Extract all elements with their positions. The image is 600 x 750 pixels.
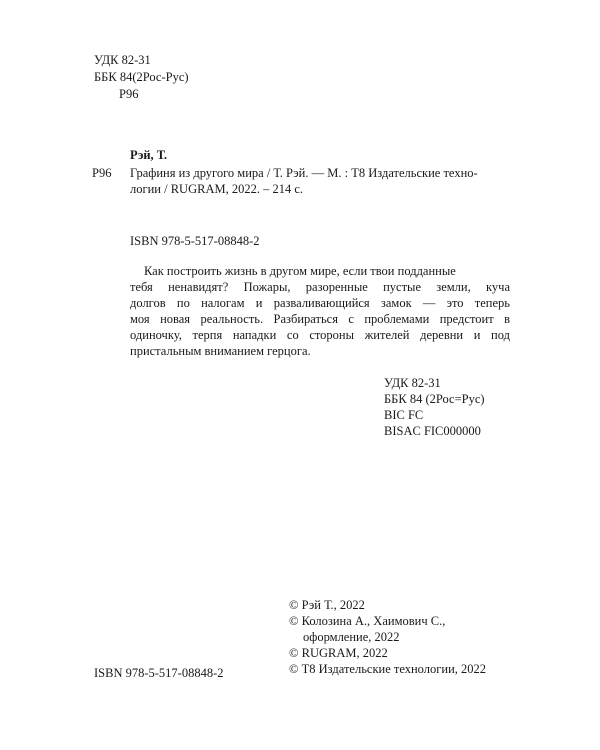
annotation-line: одиночку, терпя нападки со стороны жителей деревни и под [130,328,510,342]
copyright-line: © Колозина А., Хаимович С., [289,614,446,628]
biblio-line: Графиня из другого мира / Т. Рэй. — М. : Т8 Издательские техно- [130,166,478,180]
copyright-line: © Рэй Т., 2022 [289,598,365,612]
annotation-line: моя новая реальность. Разбираться с проблемами предстоит в [130,312,510,326]
isbn: ISBN 978-5-517-08848-2 [130,234,260,248]
udk-code: УДК 82-31 [384,376,441,390]
bbk-code: ББК 84 (2Рос=Рус) [384,392,485,406]
udk-code-top: УДК 82-31 [94,53,151,67]
annotation-line: тебя ненавидят? Пожары, разоренные пустые земли, куча [130,280,510,294]
bibliographic-description [130,165,510,197]
classification-codes [384,375,485,439]
copyright-line: оформление, 2022 [303,630,400,644]
author-sign: Р96 [92,166,112,180]
bisac-code: BISAC FIC000000 [384,424,481,438]
annotation-line: долгов по налогам и разваливающийся замок — это теперь [130,296,510,310]
bbk-code-top: ББК 84(2Рос-Рус) [94,70,189,84]
biblio-line: логии / RUGRAM, 2022. – 214 с. [130,182,304,196]
copyright-line: © RUGRAM, 2022 [289,646,388,660]
isbn-bottom: ISBN 978-5-517-08848-2 [94,666,224,680]
annotation-line: Как построить жизнь в другом мире, если твои подданные [144,264,456,278]
annotation-line: пристальным вниманием герцога. [130,344,311,358]
copyright-line: © Т8 Издательские технологии, 2022 [289,662,487,676]
annotation [130,263,510,359]
author-name: Рэй, Т. [130,148,168,162]
author-sign-top: Р96 [119,87,139,101]
bic-code: BIC FC [384,408,424,422]
copyright-block [289,597,486,677]
